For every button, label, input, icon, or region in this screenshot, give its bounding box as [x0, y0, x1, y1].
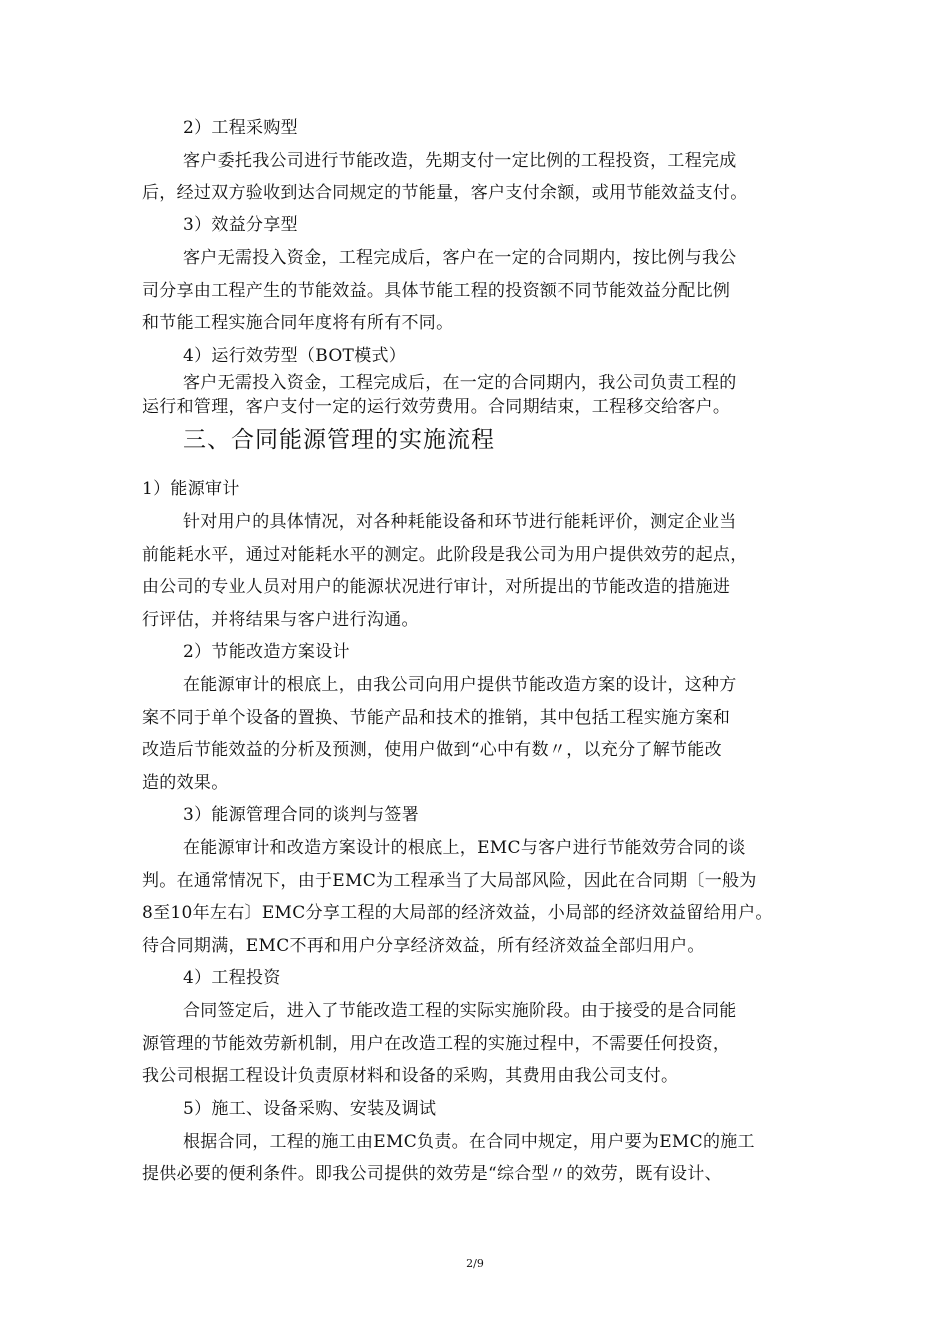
paragraph-line: 根据合同，工程的施工由EMC负责。在合同中规定，用户要为EMC的施工	[183, 1132, 755, 1152]
paragraph-line: 在能源审计的根底上，由我公司向用户提供节能改造方案的设计，这种方	[183, 675, 737, 695]
section-heading-bot: 4）运行效劳型（BOT模式）	[183, 346, 407, 366]
paragraph-line: 源管理的节能效劳新机制，用户在改造工程的实施过程中，不需要任何投资，	[142, 1034, 731, 1054]
paragraph-line: 8至10年左右〕EMC分享工程的大局部的经济效益，小局部的经济效益留给用户。	[142, 903, 773, 923]
step-heading-plan-design: 2）节能改造方案设计	[183, 642, 350, 662]
chapter-title: 三、合同能源管理的实施流程	[183, 427, 495, 453]
paragraph-line: 前能耗水平，通过对能耗水平的测定。此阶段是我公司为用户提供效劳的起点，	[142, 545, 748, 565]
paragraph-line: 行评估，并将结果与客户进行沟通。	[142, 610, 419, 630]
paragraph-line: 我公司根据工程设计负责原材料和设备的采购，其费用由我公司支付。	[142, 1066, 679, 1086]
paragraph-line: 提供必要的便利条件。即我公司提供的效劳是“综合型〃的效劳，既有设计、	[142, 1164, 722, 1184]
paragraph-line: 判。在通常情况下，由于EMC为工程承当了大局部风险，因此在合同期〔一般为	[142, 871, 757, 891]
paragraph-line: 司分享由工程产生的节能效益。具体节能工程的投资额不同节能效益分配比例	[142, 281, 731, 301]
paragraph-line: 客户无需投入资金，工程完成后，在一定的合同期内，我公司负责工程的	[183, 373, 737, 393]
step-heading-energy-audit: 1）能源审计	[142, 479, 240, 499]
paragraph-line: 造的效果。	[142, 773, 229, 793]
step-heading-construction: 5）施工、设备采购、安装及调试	[183, 1099, 437, 1119]
section-heading-procurement: 2）工程采购型	[183, 118, 298, 138]
paragraph-line: 针对用户的具体情况，对各种耗能设备和环节进行能耗评价，测定企业当	[183, 512, 737, 532]
paragraph-line: 改造后节能效益的分析及预测，使用户做到“心中有数〃，以充分了解节能改	[142, 740, 722, 760]
paragraph-line: 客户无需投入资金，工程完成后，客户在一定的合同期内，按比例与我公	[183, 248, 737, 268]
paragraph-line: 由公司的专业人员对用户的能源状况进行审计，对所提出的节能改造的措施进	[142, 577, 731, 597]
paragraph-line: 在能源审计和改造方案设计的根底上，EMC与客户进行节能效劳合同的谈	[183, 838, 746, 858]
paragraph-line: 和节能工程实施合同年度将有所有不同。	[142, 313, 454, 333]
page-number: 2/9	[466, 1257, 484, 1270]
step-heading-contract: 3）能源管理合同的谈判与签署	[183, 805, 420, 825]
paragraph-line: 待合同期满，EMC不再和用户分享经济效益，所有经济效益全部归用户。	[142, 936, 705, 956]
paragraph-line: 后，经过双方验收到达合同规定的节能量，客户支付余额，或用节能效益支付。	[142, 183, 748, 203]
paragraph-line: 运行和管理，客户支付一定的运行效劳费用。合同期结束，工程移交给客户。	[142, 397, 731, 417]
paragraph-line: 案不同于单个设备的置换、节能产品和技术的推销，其中包括工程实施方案和	[142, 708, 731, 728]
section-heading-benefit-sharing: 3）效益分享型	[183, 215, 298, 235]
step-heading-investment: 4）工程投资	[183, 968, 281, 988]
paragraph-line: 合同签定后，进入了节能改造工程的实际实施阶段。由于接受的是合同能	[183, 1001, 737, 1021]
paragraph-line: 客户委托我公司进行节能改造，先期支付一定比例的工程投资，工程完成	[183, 151, 737, 171]
